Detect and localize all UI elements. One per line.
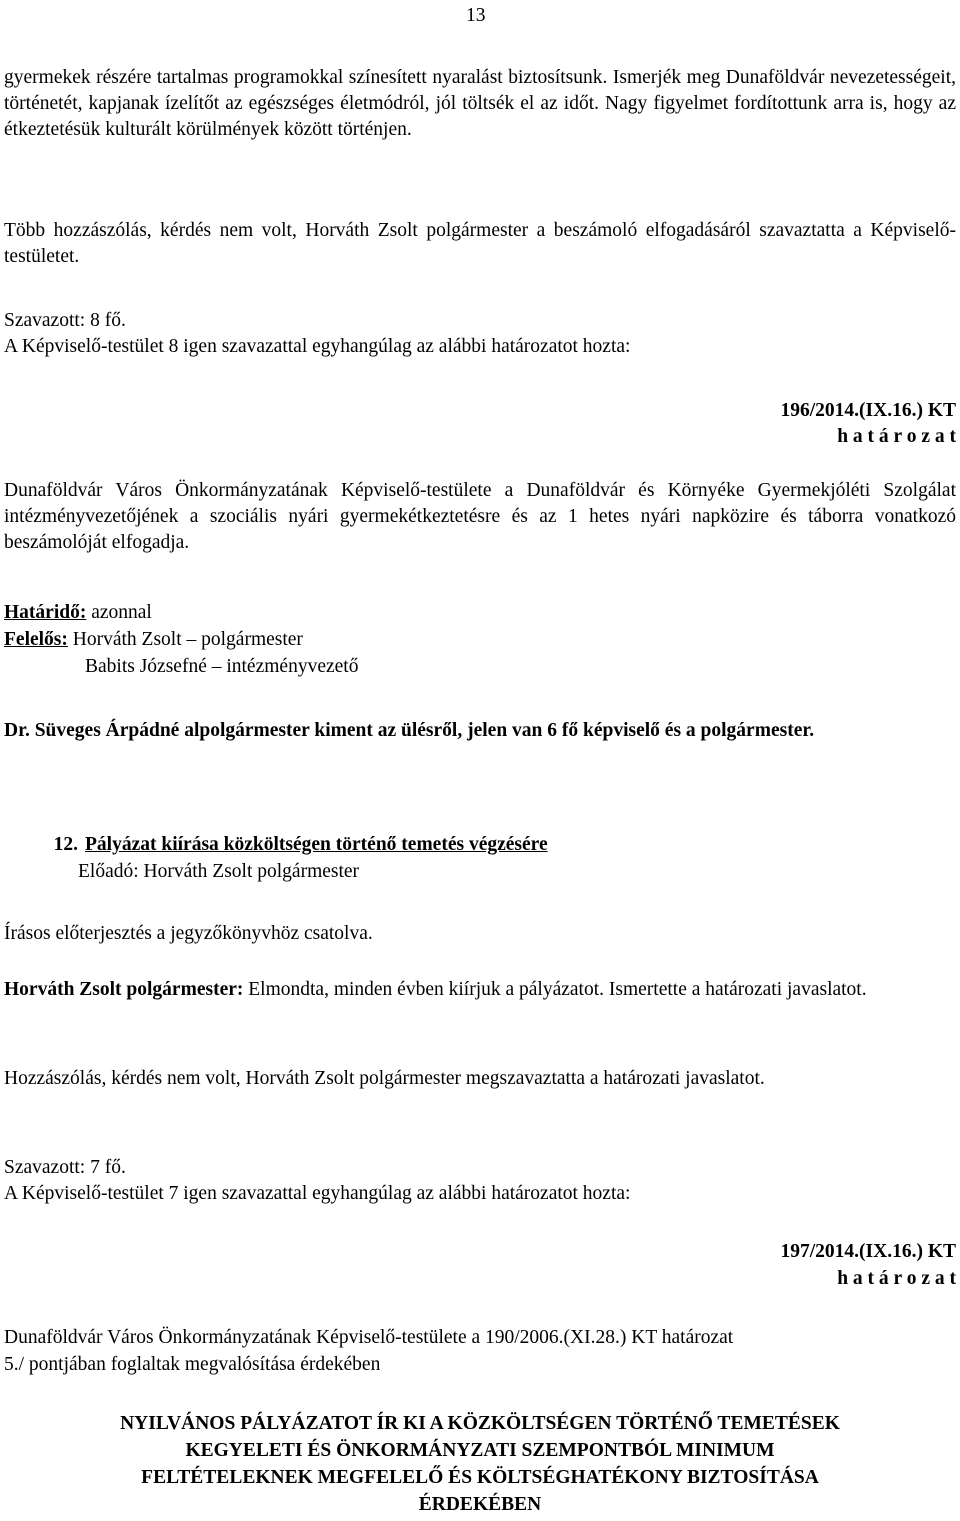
vote-intro-1: Több hozzászólás, kérdés nem volt, Horváth Zsolt polgármester a beszámoló elfogadásáról szavaztatta a Képviselő-testületet. <box>4 220 956 267</box>
speaker-paragraph <box>4 977 956 1003</box>
resolution-number-1: 196/2014.(IX.16.) KT <box>780 400 956 421</box>
resolution-heading-2: h a t á r o z a t <box>837 1268 956 1289</box>
departure-note: Dr. Süveges Árpádné alpolgármester kiment az ülésről, jelen van 6 fő képviselő és a polgármester. <box>4 720 815 741</box>
agenda-item-presenter: Előadó: Horváth Zsolt polgármester <box>78 861 360 882</box>
announcement-caps-line-4: ÉRDEKÉBEN <box>418 1494 542 1515</box>
agenda-item-heading <box>4 832 956 858</box>
speaker-name: Horváth Zsolt polgármester: <box>4 979 244 1000</box>
resolution-body-1: Dunaföldvár Város Önkormányzatának Képviselő-testülete a Dunaföldvár és Környéke Gyermekjóléti Szolgálat intézményvezetőjének a szociális nyári gyermekétkeztetésre és az 1 hetes nyári napközire és táborra vonatkozó beszámolóját elfogadja. <box>4 480 956 553</box>
voted-count-1: Szavazott: 8 fő. <box>4 310 126 331</box>
decision-intro-2: A Képviselő-testület 7 igen szavazattal egyhangúlag az alábbi határozatot hozta: <box>4 1183 631 1204</box>
agenda-item-number: 12. <box>53 834 78 855</box>
announcement-caps-line-3: FELTÉTELEKNEK MEGFELELŐ ÉS KÖLTSÉGHATÉKONY BIZTOSÍTÁSA <box>141 1467 819 1488</box>
announcement-caps-line-2: KEGYELETI ÉS ÖNKORMÁNYZATI SZEMPONTBÓL MINIMUM <box>185 1440 775 1461</box>
deadline-value: azonnal <box>86 602 152 623</box>
voted-count-2: Szavazott: 7 fő. <box>4 1157 126 1178</box>
responsible-value: Horváth Zsolt – polgármester <box>67 629 303 650</box>
agenda-item-title: Pályázat kiírása közköltségen történő temetés végzésére <box>85 834 548 855</box>
responsible-line <box>4 627 956 653</box>
deadline-line <box>4 600 956 626</box>
resolution-body-2-line-1: Dunaföldvár Város Önkormányzatának Képviselő-testülete a 190/2006.(XI.28.) KT határozat <box>4 1327 734 1348</box>
intro-paragraph: gyermekek részére tartalmas programokkal színesített nyaralást biztosítsunk. Ismerjék meg Dunaföldvár nevezetességeit, történetét, kapjanak ízelítőt az egészséges életmódról, jól töltsék el az időt. Nagy figyelmet fordítottunk arra is, hogy az étkeztetésük kulturált körülmények között történjen. <box>4 67 956 140</box>
decision-intro-1: A Képviselő-testület 8 igen szavazattal egyhangúlag az alábbi határozatot hozta: <box>4 336 631 357</box>
resolution-body-2-line-2: 5./ pontjában foglaltak megvalósítása érdekében <box>4 1354 381 1375</box>
page-number: 13 <box>466 5 486 26</box>
responsible-second: Babits Józsefné – intézményvezető <box>85 656 359 677</box>
speaker-text: Elmondta, minden évben kiírjuk a pályázatot. Ismertette a határozati javaslatot. <box>243 979 867 1000</box>
resolution-heading-1: h a t á r o z a t <box>837 426 956 447</box>
resolution-number-2: 197/2014.(IX.16.) KT <box>780 1241 956 1262</box>
announcement-caps-line-1: NYILVÁNOS PÁLYÁZATOT ÍR KI A KÖZKÖLTSÉGEN TÖRTÉNŐ TEMETÉSEK <box>120 1413 840 1434</box>
deadline-label: Határidő: <box>4 602 87 623</box>
vote-intro-2: Hozzászólás, kérdés nem volt, Horváth Zsolt polgármester megszavaztatta a határozati javaslatot. <box>4 1068 765 1089</box>
responsible-label: Felelős: <box>4 629 68 650</box>
attachment-note: Írásos előterjesztés a jegyzőkönyvhöz csatolva. <box>4 923 373 944</box>
